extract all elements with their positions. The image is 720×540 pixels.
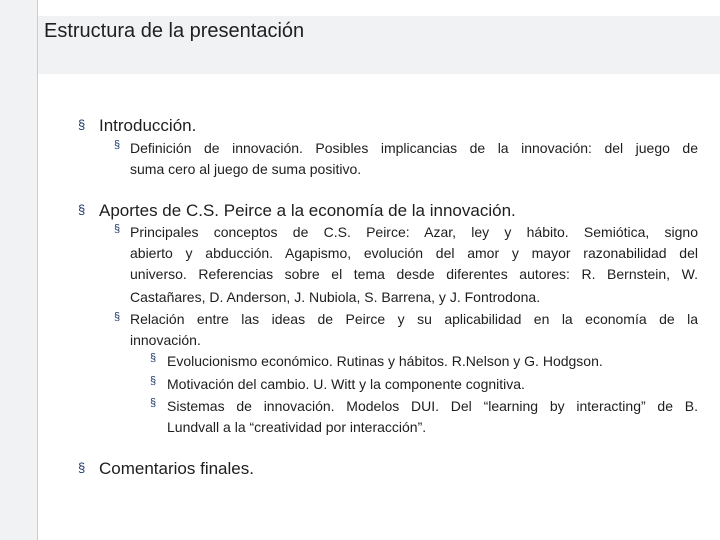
bullet-aportes: Aportes de C.S. Peirce a la economía de la innovación. xyxy=(99,201,516,220)
sub-item-conceptos-line4: Castañares, D. Anderson, J. Nubiola, S. Barrena, y J. Fontrodona. xyxy=(130,289,541,305)
sub-sub-item-evolucionismo: Evolucionismo económico. Rutinas y hábitos. R.Nelson y G. Hodgson. xyxy=(167,353,603,369)
sub-sub-item-motivacion: Motivación del cambio. U. Witt y la componente cognitiva. xyxy=(167,376,525,392)
sub-sub-item-sistemas-line2: Lundvall a la “creatividad por interacción”. xyxy=(167,419,427,435)
slide-title: Estructura de la presentación xyxy=(44,20,305,42)
bullet-icon: § xyxy=(114,311,121,323)
bullet-icon: § xyxy=(114,139,121,151)
bullet-comentarios: Comentarios finales. xyxy=(99,459,254,478)
sub-item-conceptos-line3: universo. Referencias sobre el tema desde diferentes autores: R. Bernstein, W. xyxy=(130,266,698,282)
sub-item-relacion-line1: Relación entre las ideas de Peirce y su aplicabilidad en la economía de la xyxy=(130,311,698,327)
sub-item-definicion-line1: Definición de innovación. Posibles implicancias de la innovación: del juego de xyxy=(130,140,698,156)
bullet-introduccion: Introducción. xyxy=(99,116,197,135)
sub-item-conceptos-line2: abierto y abducción. Agapismo, evolución del amor y mayor razonabilidad del xyxy=(130,245,698,261)
bullet-icon: § xyxy=(78,460,86,475)
sub-item-definicion-line2: suma cero al juego de suma positivo. xyxy=(130,161,362,177)
sub-item-relacion-line2: innovación. xyxy=(130,332,201,348)
sub-sub-item-sistemas-line1: Sistemas de innovación. Modelos DUI. Del “learning by interacting” de B. xyxy=(167,398,698,414)
bullet-icon: § xyxy=(150,352,157,364)
bullet-icon: § xyxy=(114,223,121,235)
sub-item-conceptos-line1: Principales conceptos de C.S. Peirce: Azar, ley y hábito. Semiótica, signo xyxy=(130,224,698,240)
bullet-icon: § xyxy=(150,397,157,409)
bullet-icon: § xyxy=(150,375,157,387)
bullet-icon: § xyxy=(78,202,86,217)
bullet-icon: § xyxy=(78,117,86,132)
